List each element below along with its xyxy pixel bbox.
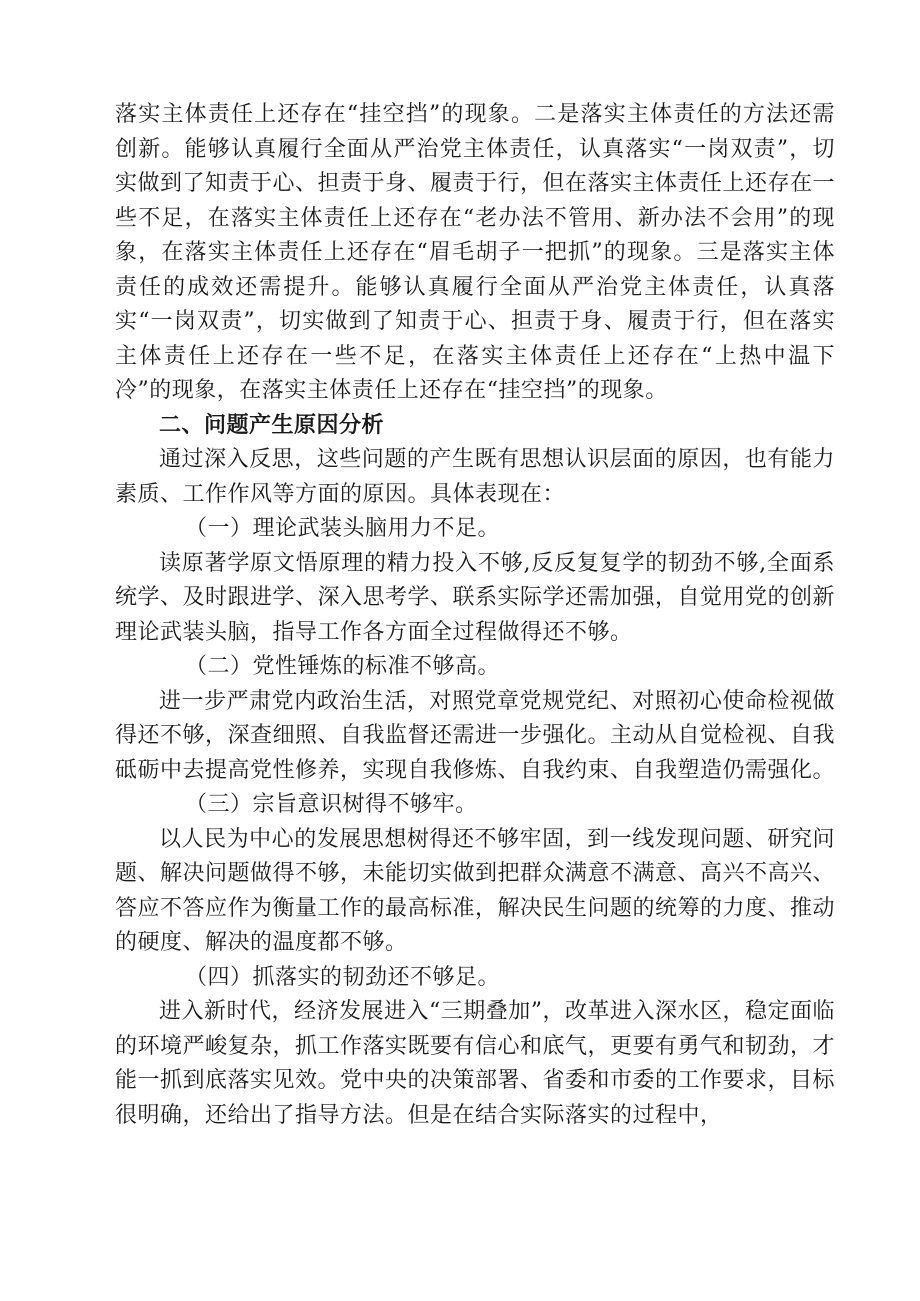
intro-paragraph: 落实主体责任上还存在“挂空挡”的现象。二是落实主体责任的方法还需创新。能够认真履行全面从严治党主体责任，认真落实“一岗双责”，切实做到了知责于心、担责于身、履责于行，但在落实主体责任上还存在一些不足，在落实主体责任上还存在“老办法不管用、新办法不会用”的现象，在落实主体责任上还存在“眉毛胡子一把抓”的现象。三是落实主体责任的成效还需提升。能够认真履行全面从严治党主体责任，认真落实“一岗双责”，切实做到了知责于心、担责于身、履责于行，但在落实主体责任上还存在一些不足，在落实主体责任上还存在“上热中温下冷”的现象，在落实主体责任上还存在“挂空挡”的现象。 (115, 102, 836, 403)
item-heading-4: （四）抓落实的韧劲还不够足。 (185, 964, 501, 990)
document-page (115, 98, 835, 1133)
item-body-2: 进一步严肃党内政治生活，对照党章党规党纪、对照初心使命检视做得还不够，深查细照、自我监督还需进一步强化。主动从自觉检视、自我砥砺中去提高党性修养，实现自我修炼、自我约束、自我塑造仍需强化。 (115, 688, 836, 783)
section-heading: 二、问题产生原因分析 (159, 412, 385, 438)
item-body-4: 进入新时代，经济发展进入“三期叠加”，改革进入深水区，稳定面临的环境严峻复杂，抓工作落实既要有信心和底气，更要有勇气和韧劲，才能一抓到底落实见效。党中央的决策部署、省委和市委的工作要求，目标很明确，还给出了指导方法。但是在结合实际落实的过程中， (115, 999, 836, 1128)
item-heading-3: （三）宗旨意识树得不够牢。 (185, 792, 478, 817)
item-heading-1: （一）理论武装头脑用力不足。 (185, 516, 501, 541)
section-intro-paragraph: 通过深入反思，这些问题的产生既有思想认识层面的原因，也有能力素质、工作作风等方面的原因。具体表现在： (115, 447, 835, 507)
item-body-3: 以人民为中心的发展思想树得还不够牢固，到一线发现问题、研究问题、解决问题做得不够，未能切实做到把群众满意不满意、高兴不高兴、答应不答应作为衡量工作的最高标准，解决民生问题的统筹的力度、推动的硬度、解决的温度都不够。 (115, 826, 836, 955)
item-heading-2: （二）党性锤炼的标准不够高。 (185, 654, 501, 679)
item-body-1: 读原著学原文悟原理的精力投入不够,反反复复学的韧劲不够,全面系统学、及时跟进学、深入思考学、联系实际学还需加强，自觉用党的创新理论武装头脑，指导工作各方面全过程做得还不够。 (115, 550, 836, 645)
